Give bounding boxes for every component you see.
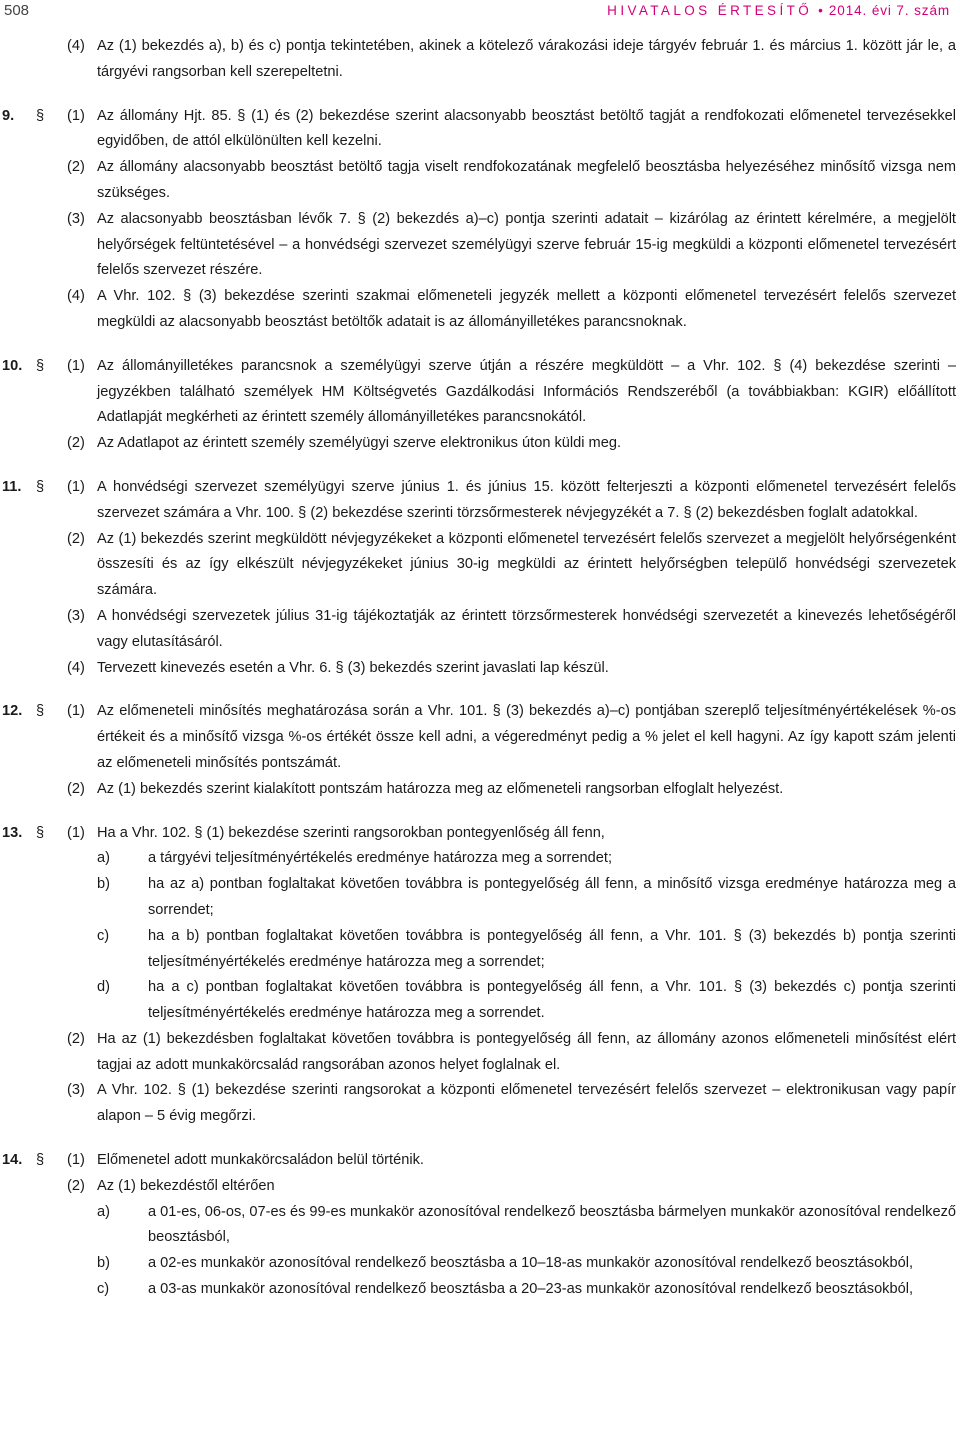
section-symbol: § — [36, 703, 45, 720]
list-item — [0, 1200, 956, 1252]
list-item-text: a 03-as munkakör azonosítóval rendelkező beosztásba a 20–23-as munkakör azonosítóval rendelkező beosztásokból, — [148, 1281, 914, 1298]
paragraph-text: Az állomány alacsonyabb beosztást betöltő tagja viselt rendfokozatának megfelelő beosztásba helyezéséhez minősítő vizsga nem szükséges. — [97, 159, 956, 201]
list-item-label: a) — [97, 850, 110, 867]
paragraph-text: A Vhr. 102. § (3) bekezdése szerinti szakmai előmeneteli jegyzék mellett a központi előmenetel tervezésért felelős szervezet megküldi az alacsonyabb beosztást betöltők adatait is az állományilletékes parancsnoknak. — [97, 288, 956, 330]
section-symbol: § — [36, 824, 45, 841]
list-item-text: a 02-es munkakör azonosítóval rendelkező beosztásba a 10–18-as munkakör azonosítóval rendelkező beosztásokból, — [148, 1255, 914, 1272]
paragraph — [0, 431, 956, 457]
paragraph — [0, 1148, 956, 1174]
paragraph-number: (1) — [67, 1152, 85, 1169]
paragraph-text: Tervezett kinevezés esetén a Vhr. 6. § (3) bekezdés szerint javaslati lap készül. — [97, 659, 609, 676]
section-number: 13. — [2, 824, 23, 841]
paragraph-number: (2) — [67, 159, 85, 176]
paragraph-text: Az állományilletékes parancsnok a személyügyi szerve útján a részére megküldött – a Vhr. 102. § (4) bekezdése szerinti – jegyzékben található személyek HM Költségvetés Gazdálkodási Információs Rendszeréből (a továbbiakban: KGIR) előállított Adatlapját megkérheti az érintett személy állományilletékes parancsnokától. — [97, 357, 956, 426]
paragraph-number: (4) — [67, 288, 85, 305]
paragraph — [0, 207, 956, 284]
list-item — [0, 975, 956, 1027]
list-item-text: ha az a) pontban foglaltakat követően továbbra is pontegyelőség áll fenn, a minősítő vizsga eredménye határozza meg a sorrendet; — [148, 876, 956, 918]
paragraph-text: Az állomány Hjt. 85. § (1) és (2) bekezdése szerint alacsonyabb beosztást betöltő tagját a rendfokozati előmenetel tervezésekkel egyidőben, de attól elkülönülten kell kezelni. — [97, 107, 956, 150]
paragraph-number: (1) — [67, 357, 85, 374]
paragraph-text: Ha az (1) bekezdésben foglaltakat követően továbbra is pontegyelőség áll fenn, az állomány azonos előmeneteli minősítést elért tagjai az adott munkakörcsalád rangsorában azonos helyet foglalnak el. — [97, 1030, 956, 1073]
section — [0, 475, 960, 681]
paragraph-number: (4) — [67, 659, 85, 676]
paragraph-number: (1) — [67, 478, 85, 495]
paragraph-number: (1) — [67, 703, 85, 720]
list-item — [0, 924, 956, 976]
section-symbol: § — [36, 107, 45, 124]
issue-label: 2014. évi 7. szám — [828, 3, 950, 18]
paragraph-text: Az (1) bekezdés a), b) és c) pontja tekintetében, akinek a kötelező várakozási ideje tárgyév február 1. és március 1. között jár le, a tárgyévi rangsorban kell szerepeltetni. — [97, 38, 956, 80]
journal-header — [607, 3, 950, 18]
paragraph-text: A honvédségi szervezetek július 31-ig tájékoztatják az érintett törzsőrmesterek honvédségi szervezetét a kinevezés lehetőségéről vagy elutasításáról. — [97, 607, 956, 650]
paragraph — [0, 604, 956, 656]
paragraph-text: A Vhr. 102. § (1) bekezdése szerinti rangsorokat a központi előmenetel tervezésért felelős szervezet – elektronikusan vagy papír alapon – 5 évig megőrzi. — [97, 1082, 956, 1125]
paragraph-text: Előmenetel adott munkakörcsaládon belül történik. — [97, 1152, 424, 1169]
paragraph — [0, 821, 956, 847]
section — [0, 821, 960, 1131]
paragraph-number: (3) — [67, 210, 85, 227]
paragraph-number: (2) — [67, 780, 85, 797]
section-number: 9. — [2, 107, 15, 124]
list-item-text: a 01-es, 06-os, 07-es és 99-es munkakör azonosítóval rendelkező beosztásba bármelyen munkakör azonosítóval rendelkező beosztásból, — [148, 1203, 956, 1246]
section — [0, 354, 960, 457]
paragraph — [0, 1078, 956, 1130]
section-symbol: § — [36, 1152, 45, 1169]
paragraph-text: A honvédségi szervezet személyügyi szerve június 1. és június 15. között felterjeszti a központi előmenetel tervezésért felelős szervezet számára a Vhr. 100. § (2) bekezdése szerinti törzsőrmesterek névjegyzékét a 7. § (2) bekezdésben foglalt adatokkal. — [97, 478, 956, 521]
paragraph-number: (2) — [67, 1030, 85, 1047]
running-header — [0, 0, 960, 30]
section-symbol: § — [36, 478, 45, 495]
paragraph-number: (3) — [67, 1082, 85, 1099]
journal-title: HIVATALOS ÉRTESÍTŐ — [607, 3, 813, 18]
paragraph — [0, 104, 956, 156]
section-number: 11. — [2, 478, 22, 495]
paragraph — [0, 284, 956, 336]
paragraph-text: Az Adatlapot az érintett személy személyügyi szerve elektronikus úton küldi meg. — [97, 435, 621, 452]
list-item-label: b) — [97, 876, 110, 893]
paragraph — [0, 777, 956, 803]
paragraph-number: (4) — [67, 38, 85, 54]
header-separator: • — [818, 3, 823, 18]
section — [0, 34, 960, 86]
list-item-text: ha a b) pontban foglaltakat követően továbbra is pontegyelőség áll fenn, a Vhr. 101. § (3) bekezdés b) pontja szerinti teljesítményértékelés eredménye határozza meg a sorrendet; — [148, 927, 956, 970]
paragraph-text: Az előmeneteli minősítés meghatározása során a Vhr. 101. § (3) bekezdés a)–c) pontjában szereplő teljesítményértékelések %-os értékeit és a minősítő vizsga %-os értékét össze kell adni, a végeredményt pedig a % jelet el kell hagyni. Az így kapott szám jelenti az előmeneteli minősítés pontszámát. — [97, 703, 956, 771]
paragraph — [0, 1174, 956, 1200]
paragraph — [0, 155, 956, 207]
page-number: 508 — [4, 2, 30, 19]
list-item-label: a) — [97, 1203, 110, 1220]
paragraph — [0, 34, 956, 86]
paragraph — [0, 656, 956, 682]
section-number: 14. — [2, 1152, 23, 1169]
section — [0, 1148, 960, 1303]
paragraph-text: Az (1) bekezdés szerint kialakított pontszám határozza meg az előmeneteli rangsorban elfoglalt helyezést. — [97, 780, 784, 797]
document-body — [0, 34, 960, 1303]
section-symbol: § — [36, 357, 45, 374]
paragraph-number: (1) — [67, 824, 85, 841]
list-item-label: c) — [97, 1281, 110, 1298]
paragraph-text: Ha a Vhr. 102. § (1) bekezdése szerinti rangsorokban pontegyenlőség áll fenn, — [97, 824, 605, 841]
list-item-label: b) — [97, 1255, 110, 1272]
paragraph — [0, 354, 956, 431]
list-item-label: d) — [97, 979, 110, 996]
list-item — [0, 1277, 956, 1303]
list-item-text: ha a c) pontban foglaltakat követően továbbra is pontegyelőség áll fenn, a Vhr. 101. § (3) bekezdés c) pontja szerinti teljesítményértékelés eredménye határozza meg a sorrendet. — [148, 979, 956, 1022]
paragraph-number: (1) — [67, 107, 85, 124]
section-number: 12. — [2, 703, 23, 720]
paragraph — [0, 475, 956, 527]
list-item-label: c) — [97, 927, 110, 944]
list-item-text: a tárgyévi teljesítményértékelés eredménye határozza meg a sorrendet; — [148, 850, 612, 867]
paragraph-text: Az (1) bekezdéstől eltérően — [97, 1177, 275, 1194]
paragraph — [0, 527, 956, 604]
list-item — [0, 872, 956, 924]
paragraph-number: (2) — [67, 530, 85, 547]
list-item — [0, 1251, 956, 1277]
paragraph-number: (2) — [67, 1177, 85, 1194]
paragraph — [0, 1027, 956, 1079]
paragraph-number: (2) — [67, 435, 85, 452]
list-item — [0, 846, 956, 872]
section-number: 10. — [2, 357, 23, 374]
paragraph-text: Az (1) bekezdés szerint megküldött névjegyzékeket a központi előmenetel tervezésért felelős szervezet a megjelölt helyőrségenként összesíti és az így elkészült névjegyzékeket június 30-ig megküldi az érintett helyőrségben települő honvédségi szervezetek számára. — [97, 530, 956, 599]
paragraph-number: (3) — [67, 607, 85, 624]
paragraph-text: Az alacsonyabb beosztásban lévők 7. § (2) bekezdés a)–c) pontja szerinti adatait – kizárólag az érintett kérelmére, a megjelölt helyőrségek feltüntetésével – a honvédségi szervezet személyügyi szerve február 15-ig megküldi a központi előmenetel tervezésért felelős szervezet részére. — [97, 210, 956, 279]
paragraph — [0, 699, 956, 776]
section — [0, 104, 960, 336]
section — [0, 699, 960, 802]
